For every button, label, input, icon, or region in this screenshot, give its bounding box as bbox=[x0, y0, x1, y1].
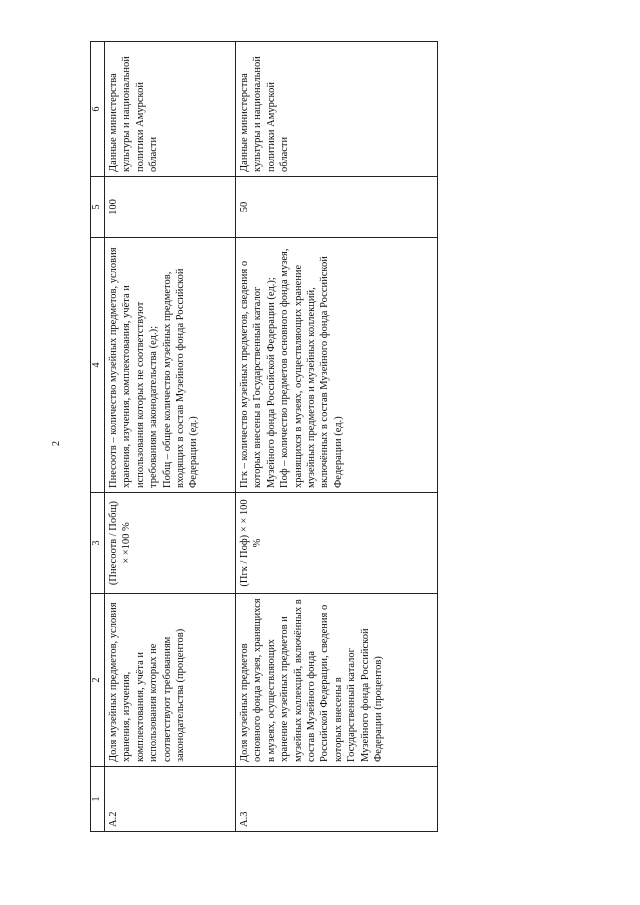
row-definitions bbox=[235, 238, 437, 493]
header-col-6: 6 bbox=[91, 42, 105, 177]
row-source: Данные министерства культуры и национальной политики Амурской области bbox=[235, 42, 437, 177]
header-col-1: 1 bbox=[91, 767, 105, 832]
header-col-4: 4 bbox=[91, 238, 105, 493]
table-wrapper bbox=[90, 56, 438, 832]
header-col-2: 2 bbox=[91, 594, 105, 767]
row-formula: (Пнесоотв / Побщ) × ×100 % bbox=[104, 493, 235, 594]
rotated-table-area bbox=[90, 56, 438, 832]
row-definitions bbox=[104, 238, 235, 493]
indicators-table bbox=[90, 41, 438, 832]
row-source: Данные министерства культуры и национальной политики Амурской области bbox=[104, 42, 235, 177]
row-code: А.2 bbox=[104, 767, 235, 832]
definition-line: Пгк – количество музейных предметов, сведения о которых внесены в Государственный каталог Музейного фонда Российской Федерации (ед.); bbox=[238, 260, 277, 488]
table-row bbox=[104, 42, 235, 832]
header-col-3: 3 bbox=[91, 493, 105, 594]
table-row bbox=[235, 42, 437, 832]
row-indicator-name: Доля музейных предметов основного фонда музея, хранящихся в музеях, осуществляющих хранение музейных предметов и музейных коллекций, включённых в состав Музейного фонда Российской Федерации, сведения о которых внесены в Государственный каталог Музейного фонда Российской Федерации (процентов) bbox=[235, 594, 437, 767]
row-value: 100 bbox=[104, 177, 235, 238]
row-indicator-name: Доля музейных предметов, условия хранения, изучения, комплектования, учёта и использования которых не соответствуют требованиям законодательства (процентов) bbox=[104, 594, 235, 767]
table-header-row bbox=[91, 42, 105, 832]
definition-line: Побщ – общее количество музейных предметов, входящих в состав Музейного фонда Российской Федерации (ед.) bbox=[161, 268, 200, 488]
row-value: 50 bbox=[235, 177, 437, 238]
header-col-5: 5 bbox=[91, 177, 105, 238]
row-formula: (Пгк / Поф) × × 100 % bbox=[235, 493, 437, 594]
definition-line: Поф – количество предметов основного фонда музея, хранящихся в музеях, осуществляющих хранение музейных предметов и музейных коллекций, включённых в состав Музейного фонда Российской Федерации (ед.) bbox=[279, 248, 344, 488]
row-code: А.3 bbox=[235, 767, 437, 832]
page-number: 2 bbox=[51, 441, 62, 446]
definition-line: Пнесоотв – количество музейных предметов, условия хранения, изучения, комплектования, учёта и использования которых не соответствуют требованиям законодательства (ед.); bbox=[107, 247, 160, 488]
